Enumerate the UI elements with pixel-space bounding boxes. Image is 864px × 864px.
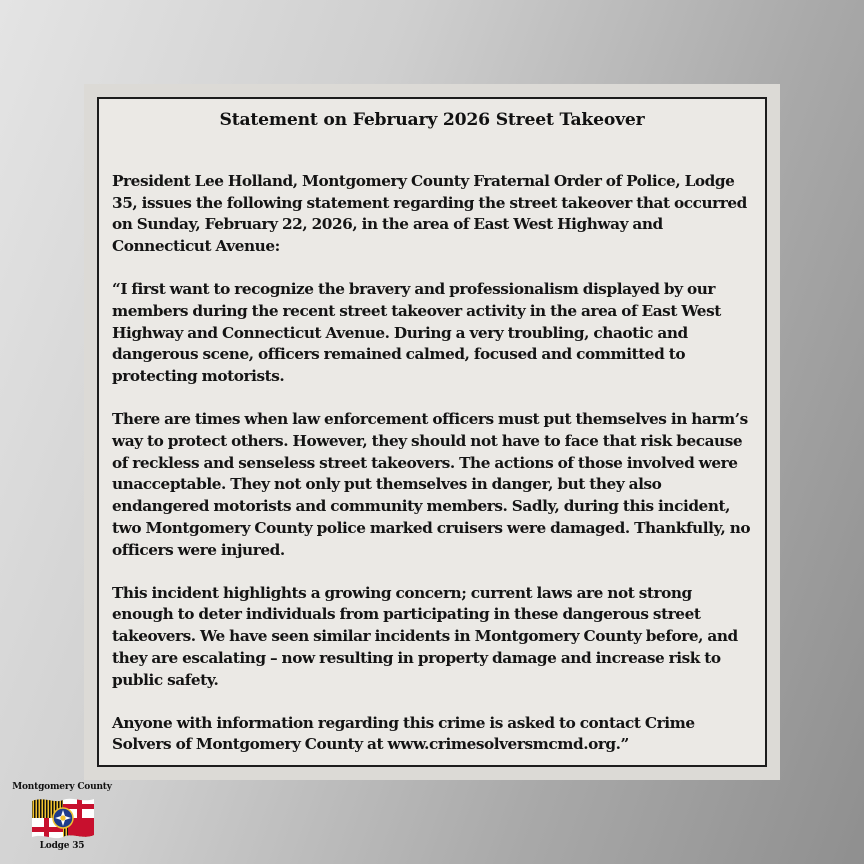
- paragraph-quote-open: “I first want to recognize the bravery and professionalism displayed by our members during the recent street takeover activity in the area of East West Highway and Connecticut Avenue. During a very troubling, chaotic and dangerous scene, officers remained calmed, focused and committed to protecting motorists.: [112, 280, 721, 386]
- logo-bottom-text: Lodge 35: [39, 841, 85, 851]
- statement-title: Statement on February 2026 Street Takeover: [219, 110, 645, 130]
- statement-card: [84, 84, 780, 780]
- fop-maryland-flag-emblem-icon: [30, 795, 96, 841]
- fop-lodge-logo: [8, 780, 118, 858]
- logo-top-text: Montgomery County: [12, 782, 112, 792]
- statement-body: [112, 171, 757, 778]
- paragraph-intro: President Lee Holland, Montgomery County Fraternal Order of Police, Lodge 35, issues the following statement regarding the street takeover that occurred on Sunday, February 22, 2026, in the area of East West Highway and Connecticut Avenue:: [112, 172, 747, 256]
- statement-frame: [97, 97, 767, 767]
- paragraph-concern: This incident highlights a growing concern; current laws are not strong enough to deter individuals from participating in these dangerous street takeovers. We have seen similar incidents in Montgomery County before, and they are escalating – now resulting in property damage and increase risk to public safety.: [112, 583, 738, 689]
- paragraph-contact: Anyone with information regarding this crime is asked to contact Crime Solvers of Montgomery County at www.crimesolversmcmd.org.”: [112, 713, 695, 754]
- paragraph-risk: There are times when law enforcement officers must put themselves in harm’s way to protect others. However, they should not have to face that risk because of reckless and senseless street takeovers. The actions of those involved were unacceptable. They not only put themselves in danger, but they also endangered motorists and community members. Sadly, during this incident, two Montgomery County police marked cruisers were damaged. Thankfully, no officers were injured.: [112, 410, 751, 559]
